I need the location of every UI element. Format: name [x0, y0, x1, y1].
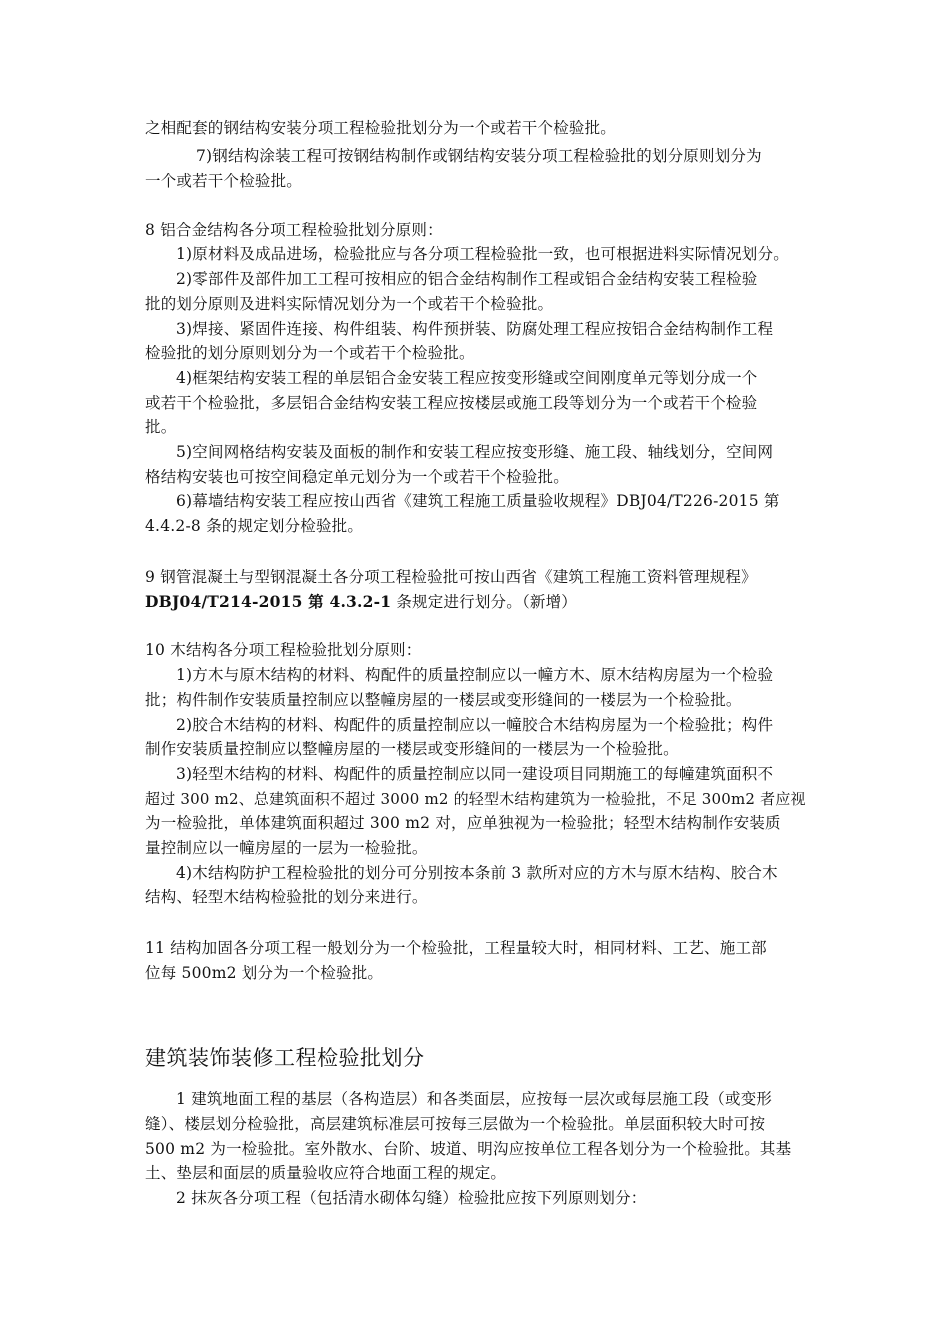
paragraph-line: 位每 500m2 划分为一个检验批。	[145, 964, 384, 982]
paragraph-line: 8 铝合金结构各分项工程检验批划分原则：	[145, 221, 443, 239]
paragraph-line: 格结构安装也可按空间稳定单元划分为一个或若干个检验批。	[145, 468, 569, 486]
paragraph-line: 1)方木与原木结构的材料、构配件的质量控制应以一幢方木、原木结构房屋为一个检验	[176, 666, 774, 684]
paragraph-line-mixed	[145, 592, 810, 612]
paragraph-line: 4)木结构防护工程检验批的划分可分别按本条前 3 款所对应的方木与原木结构、胶合木	[176, 864, 778, 882]
paragraph-line: 2 抹灰各分项工程（包括清水砌体勾缝）检验批应按下列原则划分：	[176, 1189, 647, 1207]
paragraph-line: 3)焊接、紧固件连接、构件组装、构件预拼装、防腐处理工程应按铝合金结构制作工程	[176, 320, 774, 338]
standard-code: DBJ04/T214-2015 第 4.3.2-1	[145, 592, 392, 611]
paragraph-line: 一个或若干个检验批。	[145, 172, 303, 190]
section-heading: 建筑装饰装修工程检验批划分	[145, 1046, 425, 1070]
paragraph-line: 批。	[145, 418, 177, 436]
paragraph-line: 500 m2 为一检验批。室外散水、台阶、坡道、明沟应按单位工程各划分为一个检验批。其基	[145, 1140, 792, 1158]
paragraph-line: 3)轻型木结构的材料、构配件的质量控制应以同一建设项目同期施工的每幢建筑面积不	[176, 765, 774, 783]
paragraph-line: 5)空间网格结构安装及面板的制作和安装工程应按变形缝、施工段、轴线划分，空间网	[176, 443, 774, 461]
paragraph-line: 1 建筑地面工程的基层（各构造层）和各类面层，应按每一层次或每层施工段（或变形	[176, 1090, 773, 1108]
paragraph-line-tail: 条规定进行划分。（新增）	[391, 593, 578, 611]
paragraph-line: 4)框架结构安装工程的单层铝合金安装工程应按变形缝或空间刚度单元等划分成一个	[176, 369, 758, 387]
paragraph-line: 之相配套的钢结构安装分项工程检验批划分为一个或若干个检验批。	[145, 119, 617, 137]
paragraph-line: 批；构件制作安装质量控制应以整幢房屋的一楼层或变形缝间的一楼层为一个检验批。	[145, 691, 742, 709]
paragraph-line: 缝）、楼层划分检验批，高层建筑标准层可按每三层做为一个检验批。单层面积较大时可按	[145, 1115, 766, 1133]
paragraph-line: 10 木结构各分项工程检验批划分原则：	[145, 641, 422, 659]
paragraph-line: 2)胶合木结构的材料、构配件的质量控制应以一幢胶合木结构房屋为一个检验批；构件	[176, 716, 774, 734]
paragraph-line: 7)钢结构涂装工程可按钢结构制作或钢结构安装分项工程检验批的划分原则划分为	[196, 147, 762, 165]
paragraph-line: 4.4.2-8 条的规定划分检验批。	[145, 517, 364, 535]
paragraph-line: 1)原材料及成品进场，检验批应与各分项工程检验批一致，也可根据进料实际情况划分。	[176, 245, 789, 263]
paragraph-line: 11 结构加固各分项工程一般划分为一个检验批，工程量较大时，相同材料、工艺、施工部	[145, 939, 767, 957]
paragraph-line: 6)幕墙结构安装工程应按山西省《建筑工程施工质量验收规程》DBJ04/T226-2015 第	[176, 492, 780, 510]
paragraph-line: 9 钢管混凝土与型钢混凝土各分项工程检验批可按山西省《建筑工程施工资料管理规程》	[145, 568, 757, 586]
paragraph-line: 批的划分原则及进料实际情况划分为一个或若干个检验批。	[145, 295, 554, 313]
paragraph-line: 制作安装质量控制应以整幢房屋的一楼层或变形缝间的一楼层为一个检验批。	[145, 740, 679, 758]
paragraph-line: 为一检验批，单体建筑面积超过 300 m2 对，应单独视为一检验批；轻型木结构制作安装质	[145, 814, 781, 832]
paragraph-line: 土、垫层和面层的质量验收应符合地面工程的规定。	[145, 1164, 507, 1182]
paragraph-line: 检验批的划分原则划分为一个或若干个检验批。	[145, 344, 475, 362]
paragraph-line: 或若干个检验批，多层铝合金结构安装工程应按楼层或施工段等划分为一个或若干个检验	[145, 394, 758, 412]
paragraph-line: 超过 300 m2、总建筑面积不超过 3000 m2 的轻型木结构建筑为一检验批，不足 300m2 者应视	[145, 790, 806, 808]
paragraph-line: 结构、轻型木结构检验批的划分来进行。	[145, 888, 428, 906]
paragraph-line: 量控制应以一幢房屋的一层为一检验批。	[145, 839, 428, 857]
paragraph-line: 2)零部件及部件加工工程可按相应的铝合金结构制作工程或铝合金结构安装工程检验	[176, 270, 758, 288]
